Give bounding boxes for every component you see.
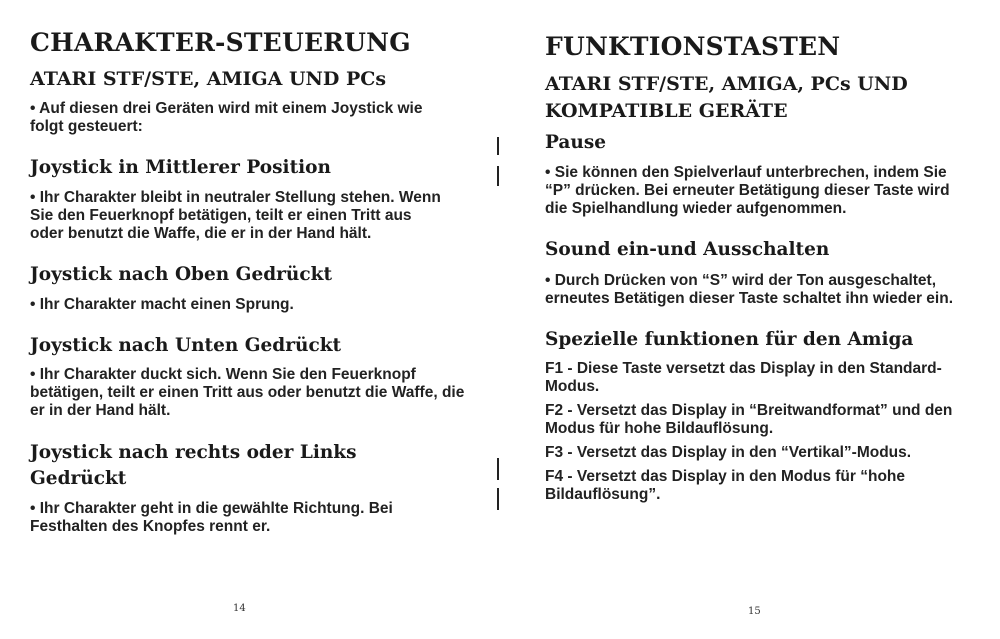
right-page-title: FUNKTIONSTASTEN [545,32,841,61]
function-item-f3: F3 - Versetzt das Display in den “Vertikal”-Modus. [545,444,912,461]
left-page-title: CHARAKTER-STEUERUNG [30,28,411,57]
section-heading-amiga: Spezielle funktionen für den Amiga [545,329,914,350]
section-text-sound: • Durch Drücken von “S” wird der Ton ausgeschaltet, erneutes Betätigen dieser Taste schaltet ihn wieder ein. [545,272,954,307]
amiga-function-list [545,360,970,510]
section-heading-sound: Sound ein-und Ausschalten [545,239,830,260]
function-item-f1: F1 - Diese Taste versetzt das Display in den Standard-Modus. [545,360,942,395]
right-page [500,0,1000,639]
section-heading-unten: Joystick nach Unten Gedrückt [30,335,342,356]
page-number-left: 14 [233,603,246,614]
page-number-right: 15 [748,606,761,617]
section-heading-oben: Joystick nach Oben Gedrückt [30,264,332,285]
binding-mark [497,166,499,186]
binding-mark [497,137,499,155]
right-page-subtitle: ATARI STF/STE, AMIGA, PCs UND KOMPATIBLE GERÄTE [545,73,908,122]
function-item-f2: F2 - Versetzt das Display in “Breitwandformat” und den Modus für hohe Bildauflösung. [545,402,953,437]
section-text-rechts-links: • Ihr Charakter geht in die gewählte Richtung. Bei Festhalten des Knopfes rennt er. [30,500,393,535]
section-text-mittlere-position: • Ihr Charakter bleibt in neutraler Stellung stehen. Wenn Sie den Feuerknopf betätigen, teilt er einen Tritt aus oder benutzt die Waffe, die er in der Hand hält. [30,189,441,242]
section-text-oben: • Ihr Charakter macht einen Sprung. [30,296,294,313]
function-item-f4: F4 - Versetzt das Display in den Modus für “hohe Bildauflösung”. [545,468,906,503]
section-heading-rechts-links: Joystick nach rechts oder Links Gedrückt [30,442,357,489]
binding-mark [497,458,499,480]
left-page-subtitle: ATARI STF/STE, AMIGA UND PCs [30,68,387,90]
binding-mark [497,488,499,510]
section-heading-pause: Pause [545,132,607,153]
section-text-unten: • Ihr Charakter duckt sich. Wenn Sie den Feuerknopf betätigen, teilt er einen Tritt aus oder benutzt die Waffe, die er in der Hand hält. [30,366,465,419]
section-heading-mittlere-position: Joystick in Mittlerer Position [30,157,331,178]
left-intro-text: • Auf diesen drei Geräten wird mit einem Joystick wie folgt gesteuert: [30,100,423,135]
section-text-pause: • Sie können den Spielverlauf unterbrechen, indem Sie “P” drücken. Bei erneuter Betätigung dieser Taste wird die Spielhandlung wieder aufgenommen. [545,164,950,217]
